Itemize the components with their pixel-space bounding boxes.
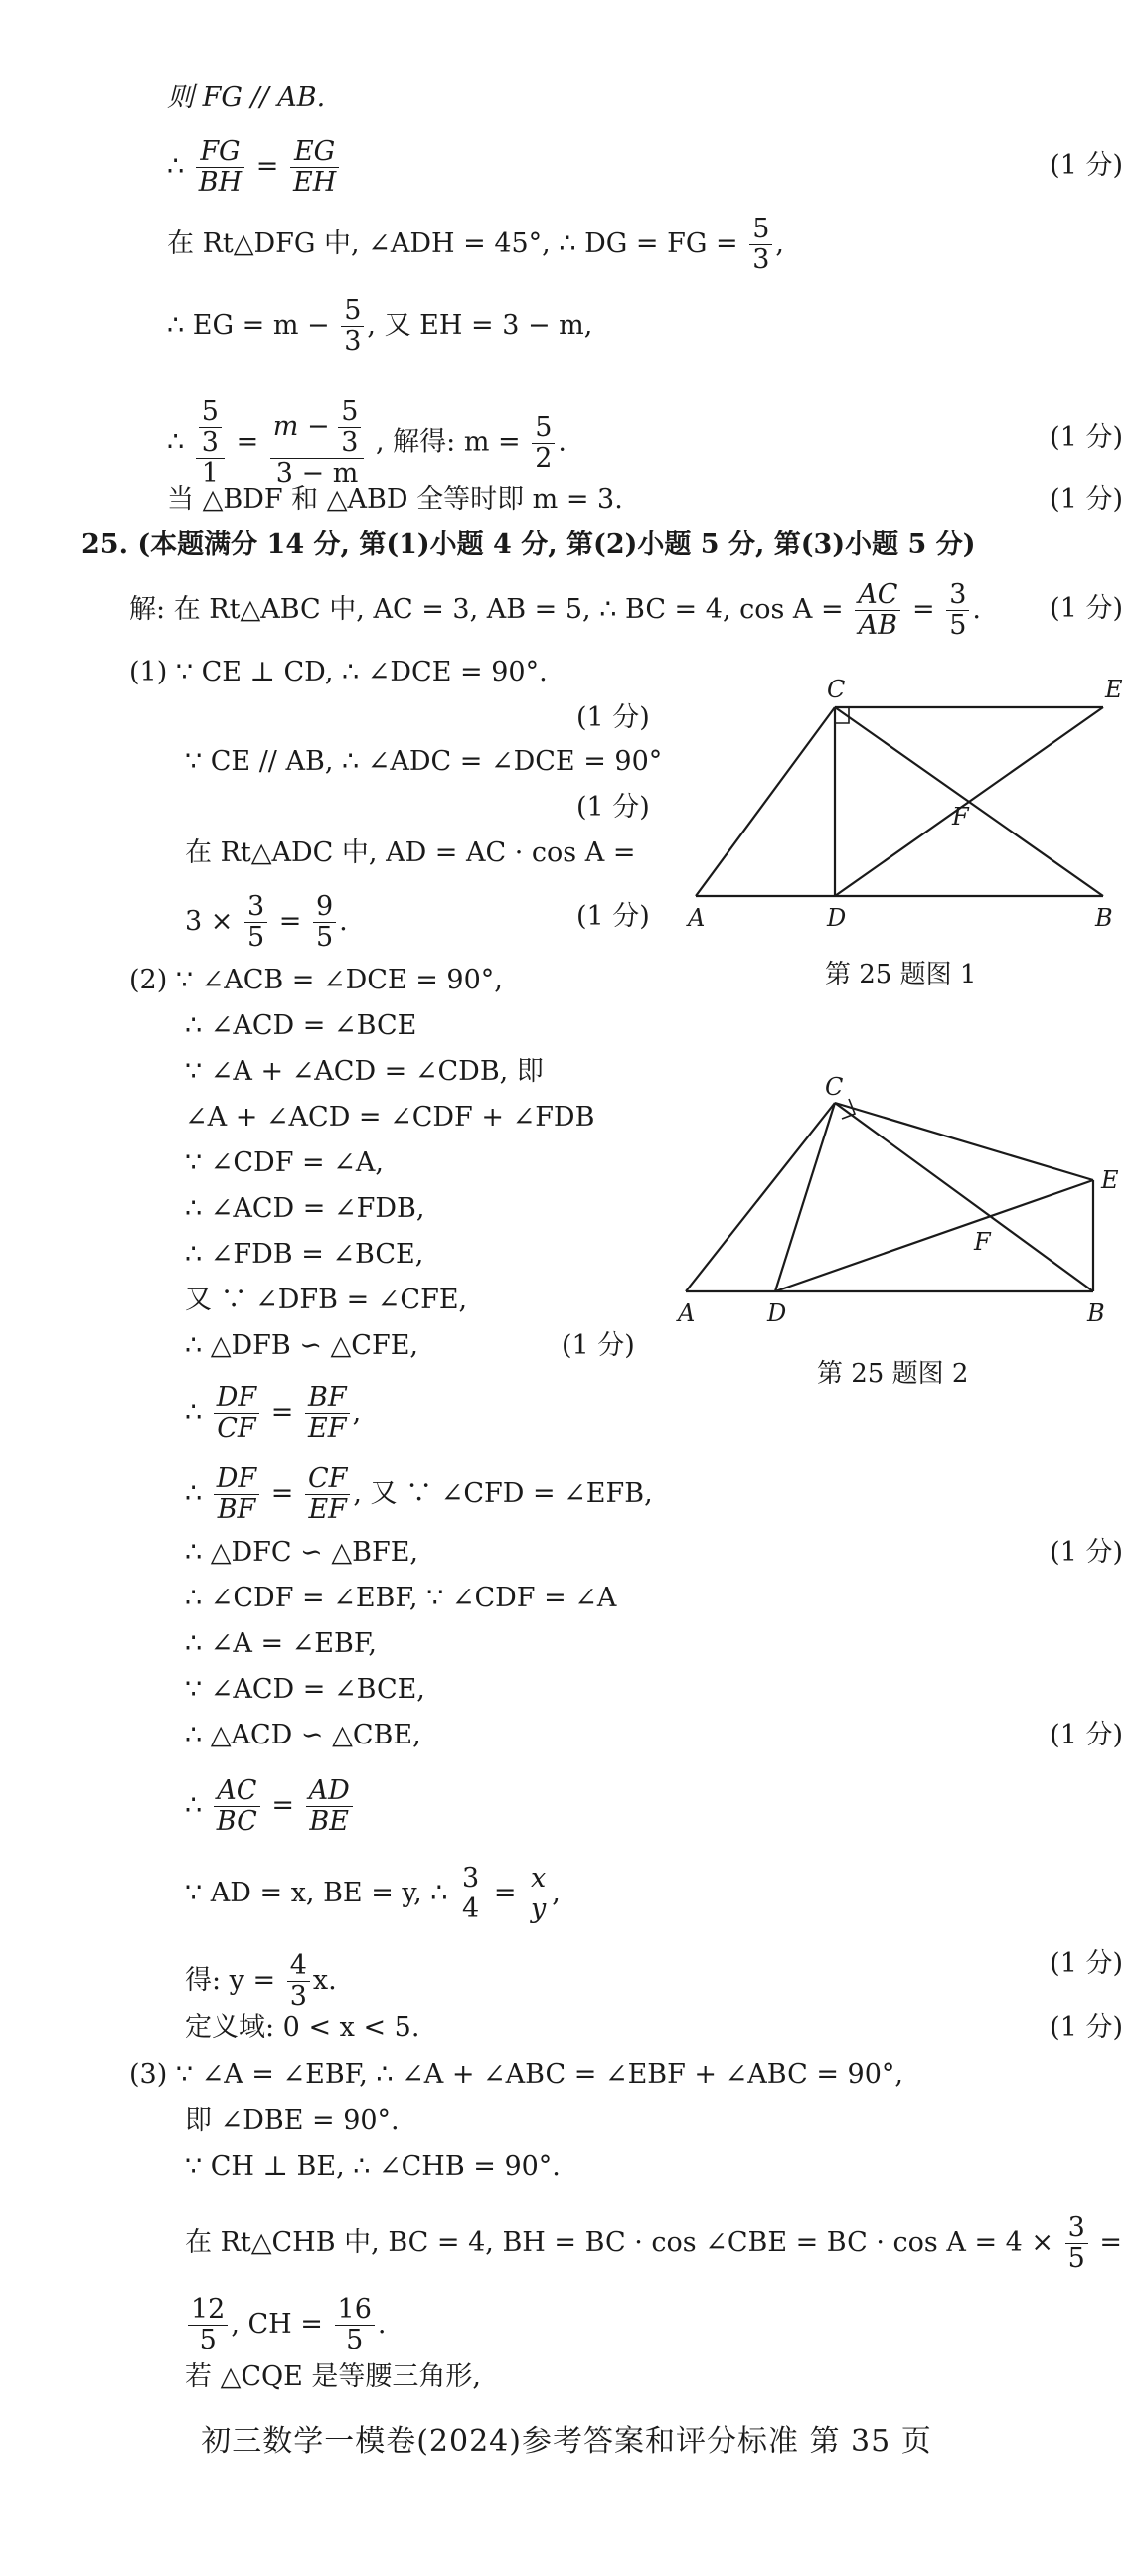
numerator: 4 [287, 1951, 310, 1982]
numerator: x [528, 1864, 549, 1894]
figure-2 [676, 1073, 1123, 1331]
text-line: (1) ∵ CE ⊥ CD, ∴ ∠DCE = 90°. [129, 657, 548, 687]
score-mark: (1 分) [1050, 1720, 1123, 1750]
label-f: F [974, 1228, 991, 1256]
fraction [287, 1951, 310, 2012]
numerator: 5 [749, 215, 772, 245]
fraction [946, 580, 969, 641]
complex-fraction [270, 397, 365, 489]
question-heading: 25. (本题满分 14 分, 第(1)小题 4 分, 第(2)小题 5 分, 第(3)小题 5 分) [81, 530, 976, 560]
text: . [972, 594, 981, 625]
fraction [341, 296, 364, 357]
label-c: C [825, 1073, 844, 1101]
text-line: 又 ∵ ∠DFB = ∠CFE, [185, 1285, 468, 1315]
score-mark: (1 分) [576, 792, 650, 823]
text: , [775, 228, 784, 259]
numerator: CF [305, 1464, 350, 1495]
fraction [338, 397, 361, 458]
denominator: 5 [346, 2325, 364, 2355]
label-a: A [688, 904, 706, 932]
numerator: EG [290, 137, 339, 168]
score-mark: (1 分) [1050, 484, 1123, 515]
fraction [335, 2295, 375, 2355]
therefore-symbol: ∴ [185, 1397, 203, 1428]
text-line: ∴ ∠ACD = ∠FDB, [185, 1193, 425, 1224]
text-line [167, 296, 592, 357]
numerator: AC [214, 1776, 260, 1807]
numerator [270, 397, 365, 459]
complex-fraction [196, 397, 225, 489]
denominator: 3 [201, 427, 219, 458]
denominator: 2 [535, 442, 553, 474]
numerator: 5 [341, 296, 364, 327]
equals: = [270, 1397, 294, 1428]
label-d: D [767, 1299, 787, 1327]
therefore-symbol: ∴ [167, 426, 185, 458]
label-c: C [827, 676, 846, 703]
denominator: 5 [949, 610, 967, 641]
fraction [306, 1776, 353, 1837]
numerator: 9 [313, 892, 336, 923]
fraction [199, 397, 222, 458]
fraction [188, 2295, 228, 2355]
text-line: ∴ ∠FDB = ∠BCE, [185, 1239, 424, 1270]
fraction [305, 1383, 350, 1443]
equals: = [278, 906, 302, 937]
therefore-symbol: ∴ [185, 1790, 203, 1821]
text: 解: 在 Rt△ABC 中, AC = 3, AB = 5, ∴ BC = 4, cos A = [129, 594, 844, 625]
score-mark: (1 分) [562, 1330, 635, 1361]
text: , [352, 1397, 362, 1428]
denominator: y [531, 1894, 547, 1924]
text-line [167, 215, 784, 275]
numerator: DF [214, 1464, 259, 1495]
numerator: 12 [188, 2295, 228, 2326]
fraction [196, 137, 244, 198]
score-mark: (1 分) [1050, 422, 1123, 453]
fraction-line [167, 137, 342, 198]
text-line: ∵ ∠A + ∠ACD = ∠CDB, 即 [185, 1056, 544, 1087]
label-b: B [1087, 1299, 1105, 1327]
fraction-line [185, 1864, 561, 1924]
fraction [214, 1464, 259, 1525]
text-line: ∵ CH ⊥ BE, ∴ ∠CHB = 90°. [185, 2151, 561, 2182]
denominator: 5 [1067, 2243, 1085, 2274]
text-line: 当 △BDF 和 △ABD 全等时即 m = 3. [167, 484, 623, 515]
numerator: 16 [335, 2295, 375, 2326]
text: 在 Rt△CHB 中, BC = 4, BH = BC · cos ∠CBE = BC · cos A = 4 × [185, 2227, 1054, 2258]
text-line: ∵ ∠ACD = ∠BCE, [185, 1674, 425, 1705]
score-mark: (1 分) [1050, 593, 1123, 624]
text: 3 × [185, 906, 234, 937]
segment-de [775, 1180, 1093, 1291]
denominator: 5 [246, 922, 265, 953]
label-d: D [827, 904, 847, 932]
denominator: 5 [315, 922, 334, 953]
fraction [532, 413, 555, 474]
fraction [214, 1383, 259, 1443]
equals: = [493, 1878, 517, 1908]
denominator: 4 [462, 1894, 480, 1924]
fraction [305, 1464, 350, 1525]
segment-ca [696, 707, 835, 896]
fraction [459, 1864, 482, 1924]
figure-1 [686, 676, 1123, 944]
denominator: BC [216, 1806, 257, 1837]
score-mark: (1 分) [1050, 150, 1123, 181]
text-line: 定义域: 0 < x < 5. [185, 2012, 420, 2043]
fraction [855, 580, 900, 641]
numerator: 3 [244, 892, 267, 923]
equals: = [271, 1790, 295, 1821]
text-line: ∴ ∠CDF = ∠EBF, ∵ ∠CDF = ∠A [185, 1583, 617, 1613]
text: 在 Rt△DFG 中, ∠ADH = 45°, ∴ DG = FG = [167, 228, 738, 259]
fraction-line [185, 2295, 386, 2355]
label-e: E [1101, 1166, 1119, 1194]
fraction [214, 1776, 260, 1837]
text-line: 若 △CQE 是等腰三角形, [185, 2361, 482, 2392]
fraction-line [185, 2213, 1122, 2274]
denominator: BH [198, 167, 243, 198]
label-e: E [1105, 676, 1123, 703]
text-line: ∠A + ∠ACD = ∠CDF + ∠FDB [185, 1102, 595, 1133]
text: m − [272, 411, 330, 442]
segment-ca [686, 1103, 835, 1291]
denominator: 3 [289, 1981, 307, 2012]
numerator: FG [196, 137, 244, 168]
denominator: CF [217, 1413, 256, 1443]
denominator: 3 [341, 427, 359, 458]
numerator: 5 [199, 397, 222, 428]
denominator: BF [217, 1494, 256, 1525]
text: . [558, 426, 566, 458]
text: ∴ EG = m − [167, 310, 330, 341]
numerator: 5 [532, 413, 555, 444]
numerator: BF [305, 1383, 350, 1414]
fraction-line [185, 1951, 337, 2012]
text-line [185, 892, 348, 953]
text-line: ∴ △DFC ∽ △BFE, [185, 1537, 418, 1568]
numerator [196, 397, 225, 459]
fraction-line [185, 1776, 356, 1837]
text-line: (2) ∵ ∠ACB = ∠DCE = 90°, [129, 965, 503, 995]
text: . [339, 906, 348, 937]
fraction-line [185, 1464, 653, 1525]
figure-1-caption: 第 25 题图 1 [825, 960, 977, 989]
numerator: 3 [1065, 2213, 1088, 2244]
fraction-line [185, 1383, 361, 1443]
denominator: 1 [201, 458, 219, 489]
text: x. [312, 1965, 337, 1996]
text: , CH = [231, 2309, 323, 2340]
fraction [1065, 2213, 1088, 2274]
text-line: 在 Rt△ADC 中, AD = AC · cos A = [185, 837, 636, 868]
text: , 又 EH = 3 − m, [367, 310, 593, 341]
segment-cb [835, 1103, 1093, 1291]
equals: = [270, 1478, 294, 1509]
equals: = [1099, 2227, 1123, 2258]
segment-cd [775, 1103, 835, 1291]
score-mark: (1 分) [1050, 2012, 1123, 2043]
equals: = [236, 426, 259, 458]
denominator: AB [858, 610, 897, 641]
text-line: (3) ∵ ∠A = ∠EBF, ∴ ∠A + ∠ABC = ∠EBF + ∠ABC = 90°, [129, 2059, 903, 2090]
denominator: 3 [752, 244, 770, 275]
label-b: B [1095, 904, 1113, 932]
score-mark: (1 分) [1050, 1537, 1123, 1568]
denominator: BE [309, 1806, 349, 1837]
text-line: 即 ∠DBE = 90°. [185, 2105, 400, 2136]
text-line: 则 FG // AB. [167, 82, 326, 113]
text-line: ∴ ∠ACD = ∠BCE [185, 1010, 417, 1041]
denominator: 3 [344, 326, 362, 357]
text-line [129, 580, 981, 641]
text-line: ∵ CE // AB, ∴ ∠ADC = ∠DCE = 90° [185, 746, 663, 777]
numerator: AD [306, 1776, 353, 1807]
numerator: 3 [459, 1864, 482, 1894]
fraction [313, 892, 336, 953]
score-mark: (1 分) [1050, 1948, 1123, 1979]
denominator: 3 − m [275, 458, 359, 489]
fraction [528, 1864, 549, 1924]
numerator: DF [214, 1383, 259, 1414]
text: ∵ AD = x, BE = y, ∴ [185, 1878, 448, 1908]
score-mark: (1 分) [576, 901, 650, 932]
numerator: 3 [946, 580, 969, 611]
equals: = [255, 151, 279, 182]
score-mark: (1 分) [576, 702, 650, 733]
therefore-symbol: ∴ [167, 151, 185, 182]
therefore-symbol: ∴ [185, 1478, 203, 1509]
denominator: EH [292, 167, 337, 198]
equals: = [911, 594, 935, 625]
numerator: 5 [338, 397, 361, 428]
text: , 又 ∵ ∠CFD = ∠EFB, [353, 1478, 653, 1509]
fraction [290, 137, 339, 198]
text: 得: y = [185, 1965, 276, 1996]
fraction [749, 215, 772, 275]
text-line: ∴ △DFB ∽ △CFE, [185, 1330, 418, 1361]
numerator: AC [855, 580, 900, 611]
label-f: F [952, 803, 969, 831]
text-line: ∴ △ACD ∽ △CBE, [185, 1720, 421, 1750]
page-footer: 初三数学一模卷(2024)参考答案和评分标准 第 35 页 [201, 2424, 932, 2459]
figure-2-caption: 第 25 题图 2 [817, 1359, 969, 1389]
denominator: EF [308, 1494, 347, 1525]
complex-fraction-line [167, 397, 566, 489]
segment-ce [835, 1103, 1093, 1180]
text-line: ∵ ∠CDF = ∠A, [185, 1147, 384, 1178]
label-a: A [678, 1299, 696, 1327]
text: , [552, 1878, 561, 1908]
denominator: EF [308, 1413, 347, 1443]
text-line: ∴ ∠A = ∠EBF, [185, 1628, 377, 1659]
fraction [244, 892, 267, 953]
denominator: 5 [199, 2325, 217, 2355]
text: , 解得: m = [375, 426, 521, 458]
text: . [377, 2309, 387, 2340]
